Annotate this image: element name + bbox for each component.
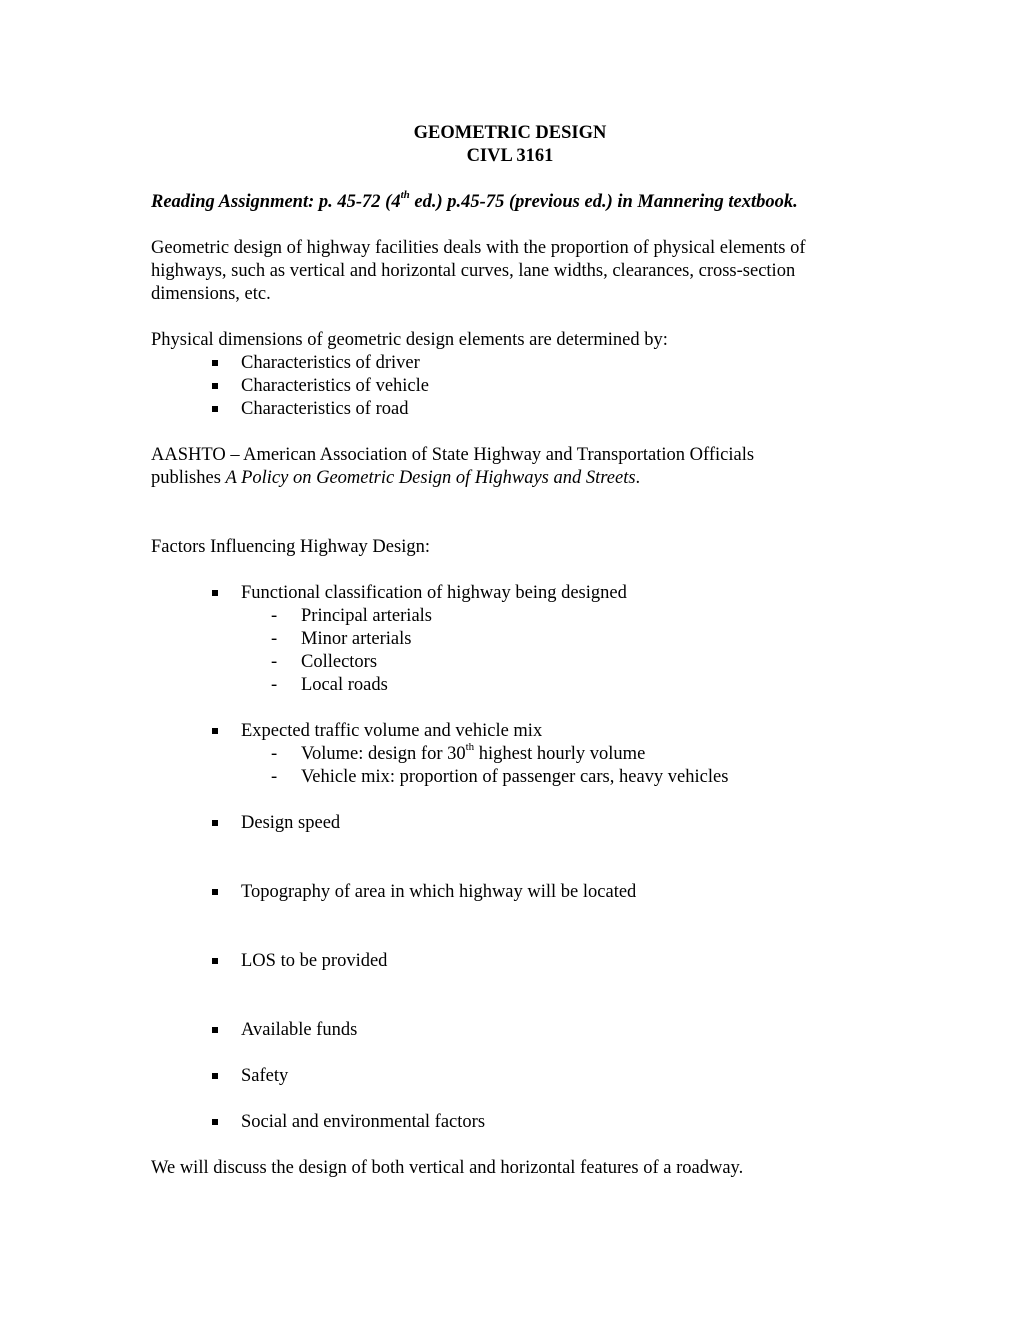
sub-item-text: Principal arterials (301, 606, 432, 626)
closing-sentence: We will discuss the design of both vertical and horizontal features of a roadway. (151, 1158, 744, 1178)
square-bullet-icon (212, 820, 218, 826)
factor-item (0, 950, 1020, 973)
dash-bullet-icon: - (271, 767, 278, 787)
factor-item-text: LOS to be provided (241, 951, 388, 971)
dash-bullet-icon: - (271, 652, 278, 672)
factor-item (0, 1065, 1020, 1088)
reading-assignment (151, 188, 798, 214)
square-bullet-icon (212, 1027, 218, 1033)
volume-suffix: highest hourly volume (474, 744, 646, 764)
physical-dimensions-lead: Physical dimensions of geometric design elements are determined by: (151, 330, 668, 350)
factor-item-text: Safety (241, 1066, 289, 1086)
factor-item-text: Social and environmental factors (241, 1112, 486, 1132)
square-bullet-icon (212, 889, 218, 895)
factor-item (0, 1111, 1020, 1134)
reading-assignment-sup: th (400, 188, 410, 201)
sub-item (0, 651, 1020, 674)
factor-item (0, 582, 1020, 605)
factor-item (0, 881, 1020, 904)
reading-assignment-suffix: ed.) p.45-75 (previous ed.) in Mannering textbook. (409, 192, 798, 212)
volume-sup: th (465, 740, 475, 753)
sub-item-text: Minor arterials (301, 629, 412, 649)
sub-item-text (301, 740, 646, 766)
sub-item (0, 740, 1020, 766)
square-bullet-icon (212, 728, 218, 734)
list-item-text: Characteristics of vehicle (241, 376, 429, 396)
intro-line-2: highways, such as vertical and horizontal curves, lane widths, clearances, cross-section (151, 261, 796, 281)
factor-item-text: Functional classification of highway being designed (241, 583, 627, 603)
aashto-line-2 (151, 467, 640, 490)
sub-item (0, 628, 1020, 651)
dash-bullet-icon: - (271, 675, 278, 695)
square-bullet-icon (212, 1073, 218, 1079)
square-bullet-icon (212, 360, 218, 366)
factor-item (0, 720, 1020, 743)
factor-item-text: Expected traffic volume and vehicle mix (241, 721, 543, 741)
factor-item (0, 1019, 1020, 1042)
square-bullet-icon (212, 590, 218, 596)
list-item-text: Characteristics of driver (241, 353, 420, 373)
list-item (0, 352, 1020, 375)
sub-item (0, 674, 1020, 697)
factor-item-text: Design speed (241, 813, 341, 833)
aashto-publishes: publishes (151, 468, 226, 488)
square-bullet-icon (212, 1119, 218, 1125)
document-title: GEOMETRIC DESIGN (413, 123, 607, 143)
list-item-text: Characteristics of road (241, 399, 409, 419)
aashto-policy-title: A Policy on Geometric Design of Highways and Streets (225, 468, 636, 488)
intro-line-3: dimensions, etc. (151, 284, 271, 304)
sub-item-text: Vehicle mix: proportion of passenger cars, heavy vehicles (301, 767, 729, 787)
intro-line-1: Geometric design of highway facilities deals with the proportion of physical elements of (151, 238, 806, 258)
reading-assignment-prefix: Reading Assignment: p. 45-72 (4 (151, 192, 401, 212)
factor-item-text: Available funds (241, 1020, 358, 1040)
factors-heading: Factors Influencing Highway Design: (151, 537, 430, 557)
volume-prefix: Volume: design for 30 (301, 744, 466, 764)
factor-item (0, 812, 1020, 835)
square-bullet-icon (212, 958, 218, 964)
sub-item (0, 766, 1020, 789)
aashto-period: . (635, 468, 641, 488)
dash-bullet-icon: - (271, 606, 278, 626)
list-item (0, 398, 1020, 421)
dash-bullet-icon: - (271, 629, 278, 649)
square-bullet-icon (212, 383, 218, 389)
dash-bullet-icon: - (271, 744, 278, 764)
course-code: CIVL 3161 (466, 146, 554, 166)
sub-item-text: Collectors (301, 652, 378, 672)
factor-item-text: Topography of area in which highway will be located (241, 882, 637, 902)
aashto-line-1: AASHTO – American Association of State Highway and Transportation Officials (151, 445, 755, 465)
list-item (0, 375, 1020, 398)
sub-item-text: Local roads (301, 675, 388, 695)
square-bullet-icon (212, 406, 218, 412)
sub-item (0, 605, 1020, 628)
